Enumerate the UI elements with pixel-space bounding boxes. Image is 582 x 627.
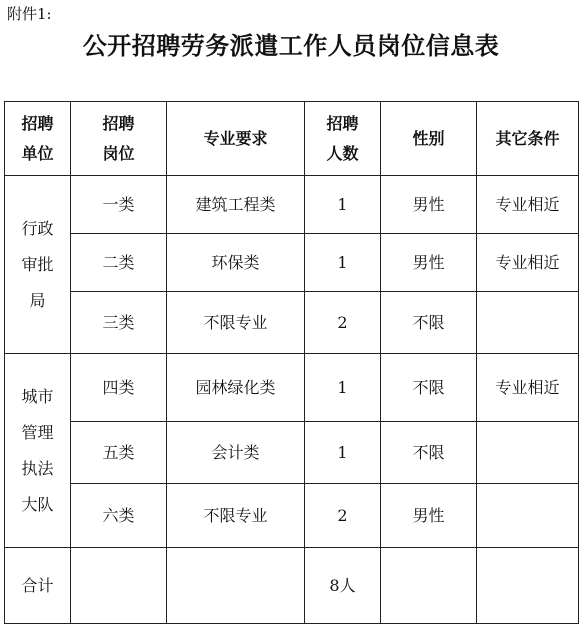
position-cell: 二类 <box>71 234 167 292</box>
total-label: 合计 <box>5 548 71 624</box>
count-cell: 1 <box>305 422 381 484</box>
position-cell: 五类 <box>71 422 167 484</box>
position-cell: 六类 <box>71 484 167 548</box>
unit-line: 城市 <box>21 386 54 406</box>
header-unit <box>5 102 71 176</box>
total-major-empty <box>167 548 305 624</box>
major-cell: 会计类 <box>167 422 305 484</box>
count-cell: 2 <box>305 484 381 548</box>
header-major: 专业要求 <box>167 102 305 176</box>
other-cell: 专业相近 <box>477 176 579 234</box>
header-position-line2: 岗位 <box>102 143 135 163</box>
gender-cell: 不限 <box>381 422 477 484</box>
gender-cell: 男性 <box>381 176 477 234</box>
major-cell: 不限专业 <box>167 484 305 548</box>
position-cell: 四类 <box>71 354 167 422</box>
position-cell: 一类 <box>71 176 167 234</box>
header-count <box>305 102 381 176</box>
count-cell: 1 <box>305 354 381 422</box>
unit-line: 执法 <box>21 458 54 478</box>
table-row <box>5 354 579 422</box>
total-count: 8人 <box>305 548 381 624</box>
table-row <box>5 292 579 354</box>
other-cell <box>477 484 579 548</box>
attachment-label: 附件1: <box>7 5 52 23</box>
header-row <box>5 102 579 176</box>
unit-line: 管理 <box>21 422 54 442</box>
gender-cell: 不限 <box>381 292 477 354</box>
total-row <box>5 548 579 624</box>
header-unit-line1: 招聘 <box>21 113 54 133</box>
other-cell <box>477 292 579 354</box>
unit-line: 审批 <box>21 254 54 274</box>
header-gender: 性别 <box>381 102 477 176</box>
count-cell: 1 <box>305 234 381 292</box>
major-cell: 环保类 <box>167 234 305 292</box>
total-other-empty <box>477 548 579 624</box>
gender-cell: 男性 <box>381 234 477 292</box>
unit-line: 局 <box>29 290 46 310</box>
unit-cell-urban-enforcement <box>5 354 71 548</box>
major-cell: 园林绿化类 <box>167 354 305 422</box>
total-gender-empty <box>381 548 477 624</box>
unit-line: 大队 <box>21 494 54 514</box>
total-position-empty <box>71 548 167 624</box>
other-cell <box>477 422 579 484</box>
table-row <box>5 484 579 548</box>
header-position <box>71 102 167 176</box>
header-count-line1: 招聘 <box>326 113 359 133</box>
header-other: 其它条件 <box>477 102 579 176</box>
table-row <box>5 422 579 484</box>
position-cell: 三类 <box>71 292 167 354</box>
major-cell: 不限专业 <box>167 292 305 354</box>
major-cell: 建筑工程类 <box>167 176 305 234</box>
header-position-line1: 招聘 <box>102 113 135 133</box>
unit-line: 行政 <box>21 218 54 238</box>
gender-cell: 不限 <box>381 354 477 422</box>
count-cell: 2 <box>305 292 381 354</box>
document-title: 公开招聘劳务派遣工作人员岗位信息表 <box>82 31 500 60</box>
table-row <box>5 234 579 292</box>
count-cell: 1 <box>305 176 381 234</box>
recruitment-table <box>4 101 579 624</box>
header-unit-line2: 单位 <box>21 143 54 163</box>
header-count-line2: 人数 <box>326 143 359 163</box>
other-cell: 专业相近 <box>477 234 579 292</box>
other-cell: 专业相近 <box>477 354 579 422</box>
table-row <box>5 176 579 234</box>
gender-cell: 男性 <box>381 484 477 548</box>
unit-cell-admin-approval <box>5 176 71 354</box>
